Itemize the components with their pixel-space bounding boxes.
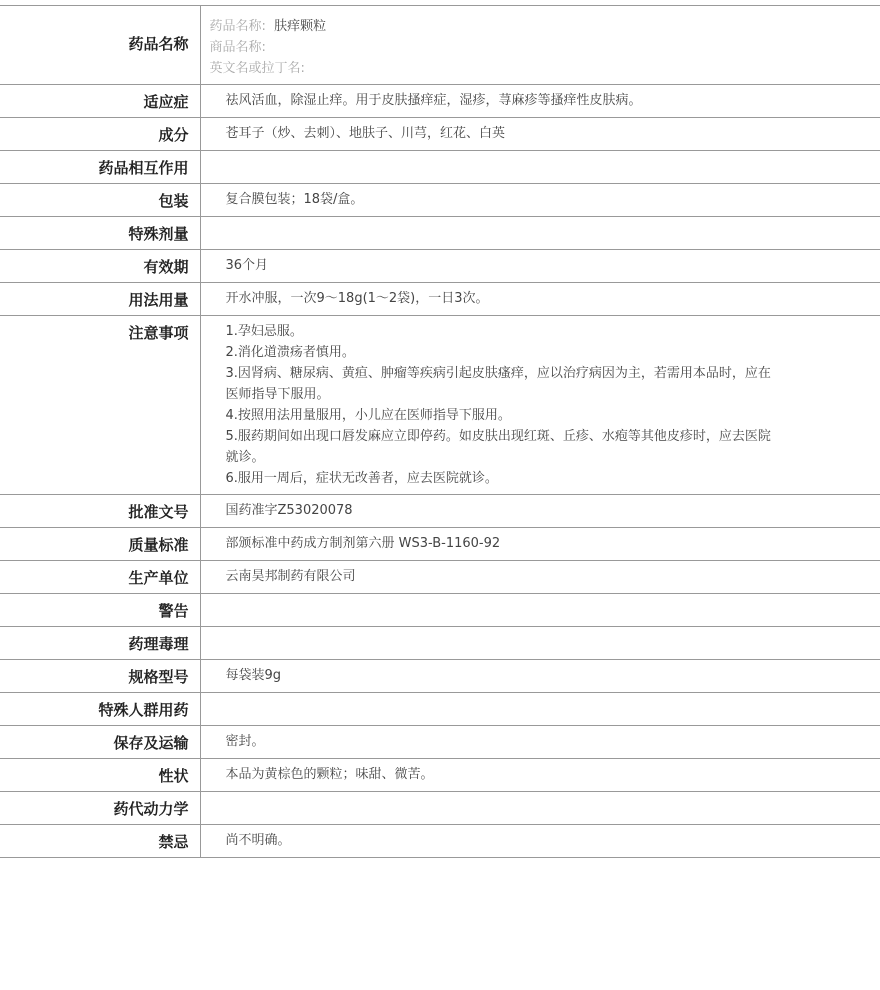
row-label: 注意事项	[0, 316, 200, 495]
spec-row-quality-standard	[0, 528, 880, 561]
row-label: 药品相互作用	[0, 151, 200, 184]
precautions-cell	[200, 316, 880, 495]
row-value	[200, 693, 880, 726]
spec-row-usage	[0, 283, 880, 316]
row-label: 规格型号	[0, 660, 200, 693]
row-value: 云南昊邦制药有限公司	[200, 561, 880, 594]
row-value: 本品为黄棕色的颗粒；味甜、微苦。	[200, 759, 880, 792]
spec-row-manufacturer	[0, 561, 880, 594]
row-value: 开水冲服，一次9～18g(1～2袋)，一日3次。	[200, 283, 880, 316]
row-value	[200, 594, 880, 627]
row-label: 药代动力学	[0, 792, 200, 825]
spec-row-pharmacokinetics	[0, 792, 880, 825]
english-name-label: 英文名或拉丁名:	[209, 61, 305, 76]
precaution-item: 3.因肾病、糖尿病、黄疸、肿瘤等疾病引起皮肤瘙痒，应以治疗病因为主，若需用本品时，应在医师指导下服用。	[225, 366, 771, 402]
row-value: 国药准字Z53020078	[200, 495, 880, 528]
row-value: 部颁标准中药成方制剂第六册 WS3-B-1160-92	[200, 528, 880, 561]
row-label: 药理毒理	[0, 627, 200, 660]
precaution-item: 4.按照用法用量服用，小儿应在医师指导下服用。	[225, 408, 511, 423]
trade-name-label: 商品名称:	[209, 40, 266, 55]
precautions-list	[226, 321, 776, 489]
spec-row-product-name	[0, 6, 880, 85]
row-label: 包装	[0, 184, 200, 217]
precaution-item: 6.服用一周后，症状无改善者，应去医院就诊。	[225, 471, 498, 486]
spec-row-specification	[0, 660, 880, 693]
row-label: 性状	[0, 759, 200, 792]
row-label: 批准文号	[0, 495, 200, 528]
row-label: 用法用量	[0, 283, 200, 316]
row-value: 尚不明确。	[200, 825, 880, 858]
spec-row-precautions	[0, 316, 880, 495]
spec-row-pharmacology-toxicology	[0, 627, 880, 660]
row-value: 36个月	[200, 250, 880, 283]
row-value	[200, 151, 880, 184]
row-label: 适应症	[0, 85, 200, 118]
spec-row-contraindications	[0, 825, 880, 858]
row-value	[200, 217, 880, 250]
row-value: 密封。	[200, 726, 880, 759]
precaution-item: 2.消化道溃疡者慎用。	[225, 345, 355, 360]
row-label: 成分	[0, 118, 200, 151]
spec-row-description	[0, 759, 880, 792]
spec-row-special-dosage	[0, 217, 880, 250]
row-label: 有效期	[0, 250, 200, 283]
precaution-item: 1.孕妇忌服。	[225, 324, 303, 339]
product-name-cell	[200, 6, 880, 85]
spec-row-storage-transport	[0, 726, 880, 759]
spec-row-approval-number	[0, 495, 880, 528]
spec-row-special-population	[0, 693, 880, 726]
row-label: 特殊人群用药	[0, 693, 200, 726]
spec-row-warning	[0, 594, 880, 627]
row-value: 祛风活血，除湿止痒。用于皮肤搔痒症，湿疹，荨麻疹等搔痒性皮肤病。	[200, 85, 880, 118]
spec-row-ingredients	[0, 118, 880, 151]
spec-row-packaging	[0, 184, 880, 217]
row-value: 苍耳子（炒、去刺）、地肤子、川芎，红花、白英	[200, 118, 880, 151]
row-label: 质量标准	[0, 528, 200, 561]
row-value	[200, 627, 880, 660]
generic-name-value: 肤痒颗粒	[274, 19, 327, 34]
row-label: 特殊剂量	[0, 217, 200, 250]
spec-row-interactions	[0, 151, 880, 184]
row-label: 警告	[0, 594, 200, 627]
generic-name-line	[210, 16, 880, 37]
spec-row-shelf-life	[0, 250, 880, 283]
row-label: 药品名称	[0, 6, 200, 85]
row-label: 保存及运输	[0, 726, 200, 759]
row-value: 每袋装9g	[200, 660, 880, 693]
precaution-item: 5.服药期间如出现口唇发麻应立即停药。如皮肤出现红斑、丘疹、水疱等其他皮疹时，应去医院就诊。	[225, 429, 771, 465]
row-label: 生产单位	[0, 561, 200, 594]
row-value: 复合膜包装；18袋/盒。	[200, 184, 880, 217]
row-value	[200, 792, 880, 825]
row-label: 禁忌	[0, 825, 200, 858]
generic-name-label: 药品名称:	[209, 19, 266, 34]
spec-row-indications	[0, 85, 880, 118]
drug-spec-table	[0, 5, 880, 858]
